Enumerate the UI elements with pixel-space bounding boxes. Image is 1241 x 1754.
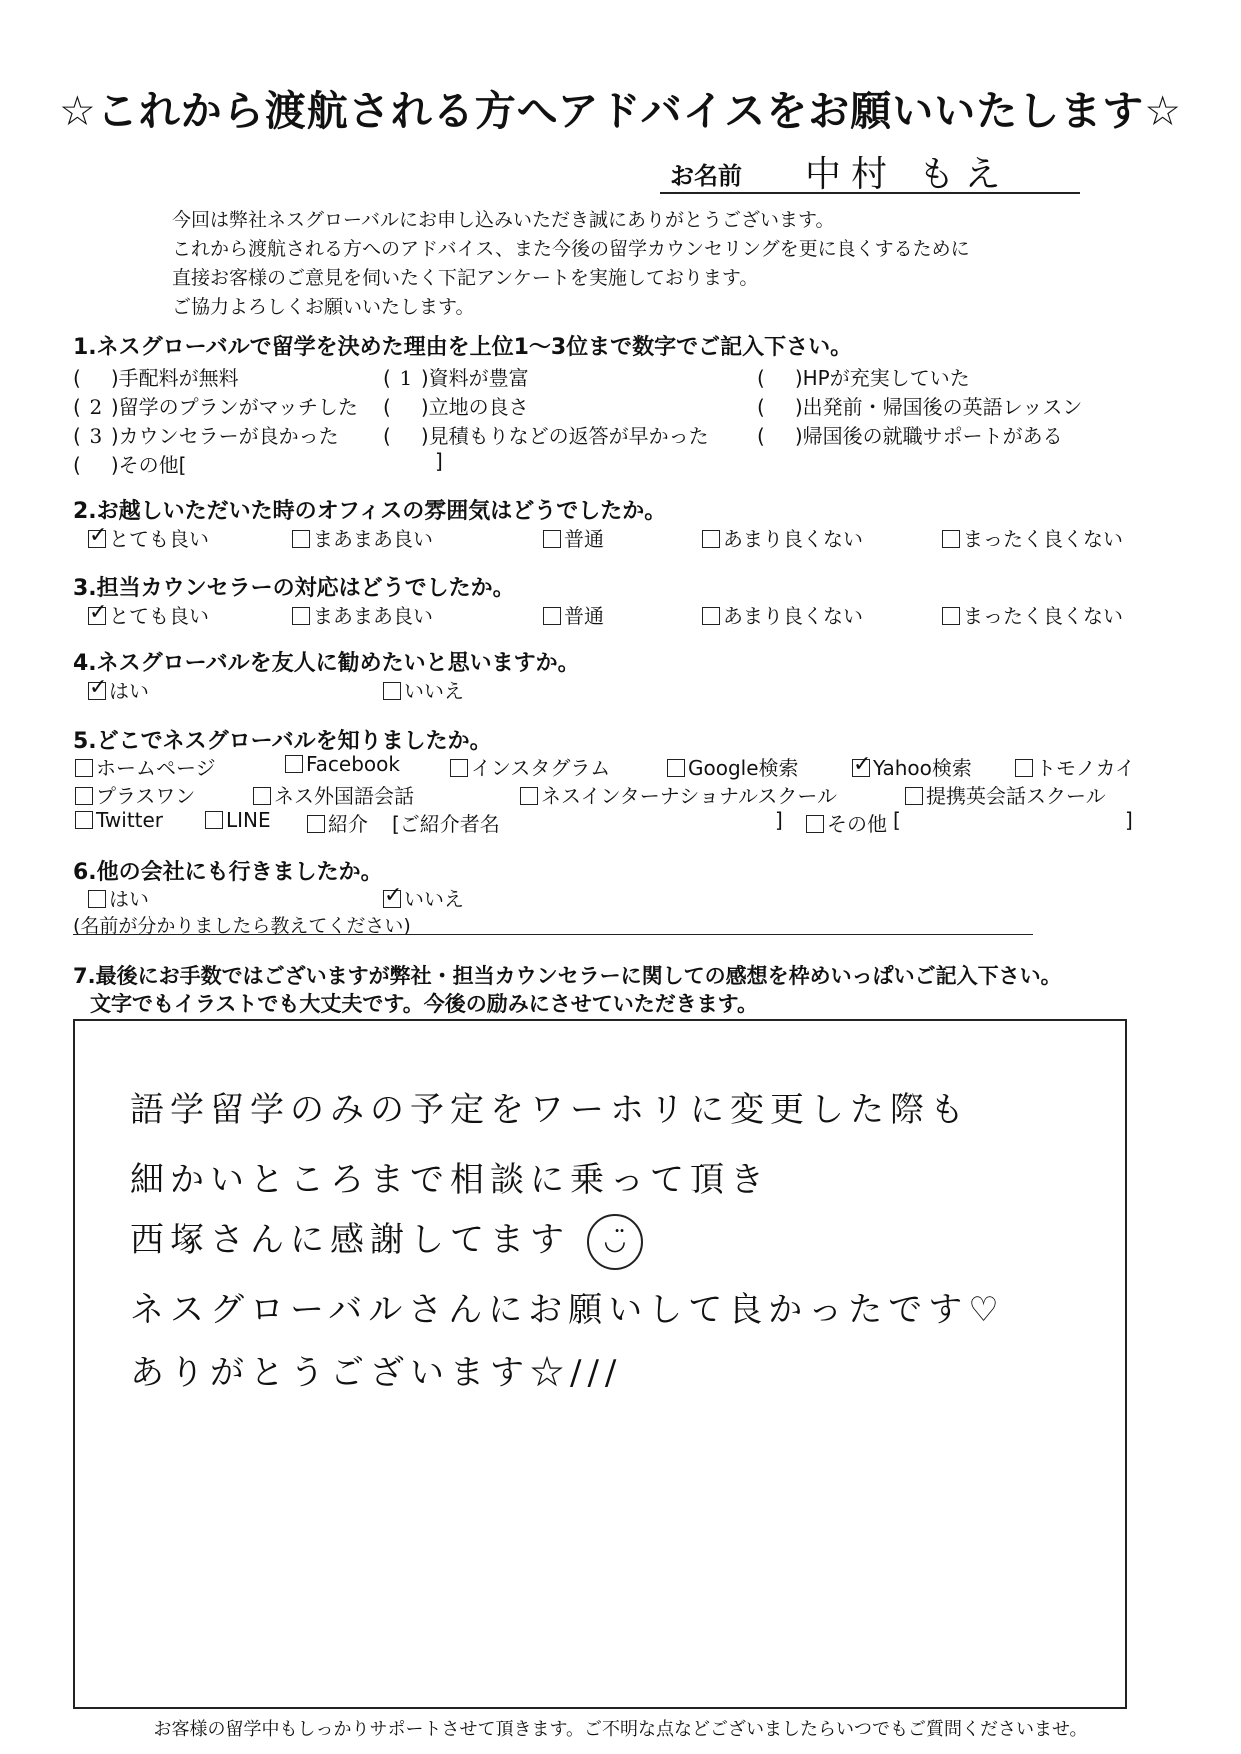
- q6-option[interactable]: ✓ いいえ: [383, 883, 464, 912]
- comment-line: ネスグローバルさんにお願いして良かったです♡: [130, 1290, 1005, 1330]
- checkbox[interactable]: [253, 787, 271, 805]
- q3-option[interactable]: 普通: [543, 600, 604, 629]
- q1-option[interactable]: ( 2 )留学のプランがマッチした: [73, 395, 358, 419]
- q5-option[interactable]: ホームページ: [75, 752, 216, 781]
- checkbox[interactable]: [383, 890, 401, 908]
- comment-line: 語学留学のみの予定をワーホリに変更した際も: [130, 1090, 970, 1130]
- comment-text: 西塚さんに感謝してます: [130, 1220, 570, 1260]
- q5-option[interactable]: Facebook: [285, 752, 400, 776]
- checkbox[interactable]: [307, 815, 325, 833]
- q1-option[interactable]: ( )見積もりなどの返答が早かった: [383, 424, 709, 448]
- q5-option[interactable]: Twitter: [75, 808, 163, 832]
- q5-option[interactable]: ネス外国語会話: [253, 780, 414, 809]
- intro-line: これから渡航される方へのアドバイス、また今後の留学カウンセリングを更に良くするために: [172, 238, 970, 260]
- q6-note: (名前が分かりましたら教えてください): [73, 915, 411, 937]
- intro-text: [172, 206, 970, 322]
- q5-option[interactable]: 紹介: [307, 808, 368, 837]
- checkbox[interactable]: [285, 755, 303, 773]
- smiley-icon: ◡̈: [587, 1214, 643, 1270]
- checkbox[interactable]: [702, 530, 720, 548]
- intro-line: 今回は弊社ネスグローバルにお申し込みいただき誠にありがとうございます。: [172, 209, 835, 231]
- footer-text: お客様の留学中もしっかりサポートさせて頂きます。ご不明な点などございましたらいつでもご質問くださいませ。: [153, 1719, 1088, 1740]
- q5-option[interactable]: ネスインターナショナルスクール: [520, 780, 837, 809]
- q5-other-close: ]: [1125, 808, 1133, 832]
- q1-option[interactable]: ( )HPが充実していた: [757, 366, 970, 390]
- q7-heading: 7.最後にお手数ではございますが弊社・担当カウンセラーに関しての感想を枠めいっぱいご記入下さい。: [73, 964, 1062, 988]
- checkbox[interactable]: [1015, 759, 1033, 777]
- comment-line: ありがとうございます☆///: [130, 1353, 623, 1393]
- q1-option[interactable]: ( 3 )カウンセラーが良かった: [73, 424, 339, 448]
- checkbox[interactable]: [383, 682, 401, 700]
- q1-heading: 1.ネスグローバルで留学を決めた理由を上位1～3位まで数字でご記入下さい。: [73, 335, 853, 360]
- page-title: ☆これから渡航される方へアドバイスをお願いいたします☆: [58, 87, 1183, 135]
- q2-option[interactable]: まったく良くない: [942, 523, 1123, 552]
- comment-line: [130, 1212, 643, 1270]
- name-underline: [660, 192, 1080, 194]
- checkbox[interactable]: [75, 759, 93, 777]
- q5-option[interactable]: トモノカイ: [1015, 752, 1135, 781]
- q2-heading: 2.お越しいただいた時のオフィスの雰囲気はどうでしたか。: [73, 499, 667, 524]
- q5-option[interactable]: LINE: [205, 808, 271, 832]
- checkbox[interactable]: [292, 530, 310, 548]
- q1-option[interactable]: ( )出発前・帰国後の英語レッスン: [757, 395, 1083, 419]
- q1-option[interactable]: ( )帰国後の就職サポートがある: [757, 424, 1063, 448]
- q2-option[interactable]: 普通: [543, 523, 604, 552]
- q4-option[interactable]: いいえ: [383, 675, 464, 704]
- intro-line: ご協力よろしくお願いいたします。: [172, 296, 475, 318]
- checkbox[interactable]: [88, 890, 106, 908]
- checkbox[interactable]: [450, 759, 468, 777]
- q1-other-bracket-close: ]: [435, 449, 443, 473]
- checkbox[interactable]: [667, 759, 685, 777]
- q5-option[interactable]: プラスワン: [75, 780, 195, 809]
- name-field[interactable]: 中村 もえ: [805, 154, 1011, 195]
- checkbox[interactable]: [806, 815, 824, 833]
- checkbox[interactable]: [88, 530, 106, 548]
- name-label: お名前: [670, 162, 742, 190]
- q6-option[interactable]: はい: [88, 883, 149, 912]
- q5-referrer-label: [ご紹介者名: [392, 812, 500, 836]
- checkbox[interactable]: [75, 811, 93, 829]
- checkbox[interactable]: [942, 607, 960, 625]
- q5-option[interactable]: インスタグラム: [450, 752, 610, 781]
- q5-option[interactable]: Google検索: [667, 752, 799, 781]
- q3-option[interactable]: まったく良くない: [942, 600, 1123, 629]
- checkbox[interactable]: [88, 607, 106, 625]
- q6-heading: 6.他の会社にも行きましたか。: [73, 860, 383, 885]
- q3-option[interactable]: あまり良くない: [702, 600, 863, 629]
- q1-option[interactable]: ( 1 )資料が豊富: [383, 366, 529, 390]
- q3-option[interactable]: ✓とても良い: [88, 600, 209, 629]
- q1-option-other[interactable]: ( )その他[: [73, 453, 187, 477]
- checkbox[interactable]: [543, 607, 561, 625]
- q2-option[interactable]: まあまあ良い: [292, 523, 433, 552]
- q1-option[interactable]: ( )手配料が無料: [73, 366, 239, 390]
- checkbox[interactable]: [88, 682, 106, 700]
- q4-option[interactable]: ✓はい: [88, 675, 149, 704]
- q7-subheading: 文字でもイラストでも大丈夫です。今後の励みにさせていただきます。: [90, 992, 759, 1016]
- checkbox[interactable]: [905, 787, 923, 805]
- intro-line: 直接お客様のご意見を伺いたく下記アンケートを実施しております。: [172, 267, 759, 289]
- q2-option[interactable]: あまり良くない: [702, 523, 863, 552]
- q5-other-open: [: [893, 808, 901, 832]
- comment-line: 細かいところまで相談に乗って頂き: [130, 1160, 770, 1200]
- q5-option[interactable]: ✓ Yahoo検索: [852, 752, 972, 781]
- q6-underline: [73, 934, 1033, 935]
- checkbox[interactable]: [543, 530, 561, 548]
- checkbox[interactable]: [520, 787, 538, 805]
- checkbox[interactable]: [75, 787, 93, 805]
- q5-heading: 5.どこでネスグローバルを知りましたか。: [73, 729, 492, 754]
- q4-heading: 4.ネスグローバルを友人に勧めたいと思いますか。: [73, 651, 580, 676]
- checkbox[interactable]: [942, 530, 960, 548]
- q2-option[interactable]: ✓とても良い: [88, 523, 209, 552]
- q5-referrer-close: ]: [775, 808, 783, 832]
- checkbox[interactable]: [205, 811, 223, 829]
- checkbox[interactable]: [292, 607, 310, 625]
- q3-heading: 3.担当カウンセラーの対応はどうでしたか。: [73, 576, 515, 601]
- checkbox[interactable]: [702, 607, 720, 625]
- q1-option[interactable]: ( )立地の良さ: [383, 395, 529, 419]
- q5-option[interactable]: 提携英会話スクール: [905, 780, 1106, 809]
- checkbox[interactable]: [852, 759, 870, 777]
- q3-option[interactable]: まあまあ良い: [292, 600, 433, 629]
- q5-option[interactable]: その他: [806, 808, 887, 837]
